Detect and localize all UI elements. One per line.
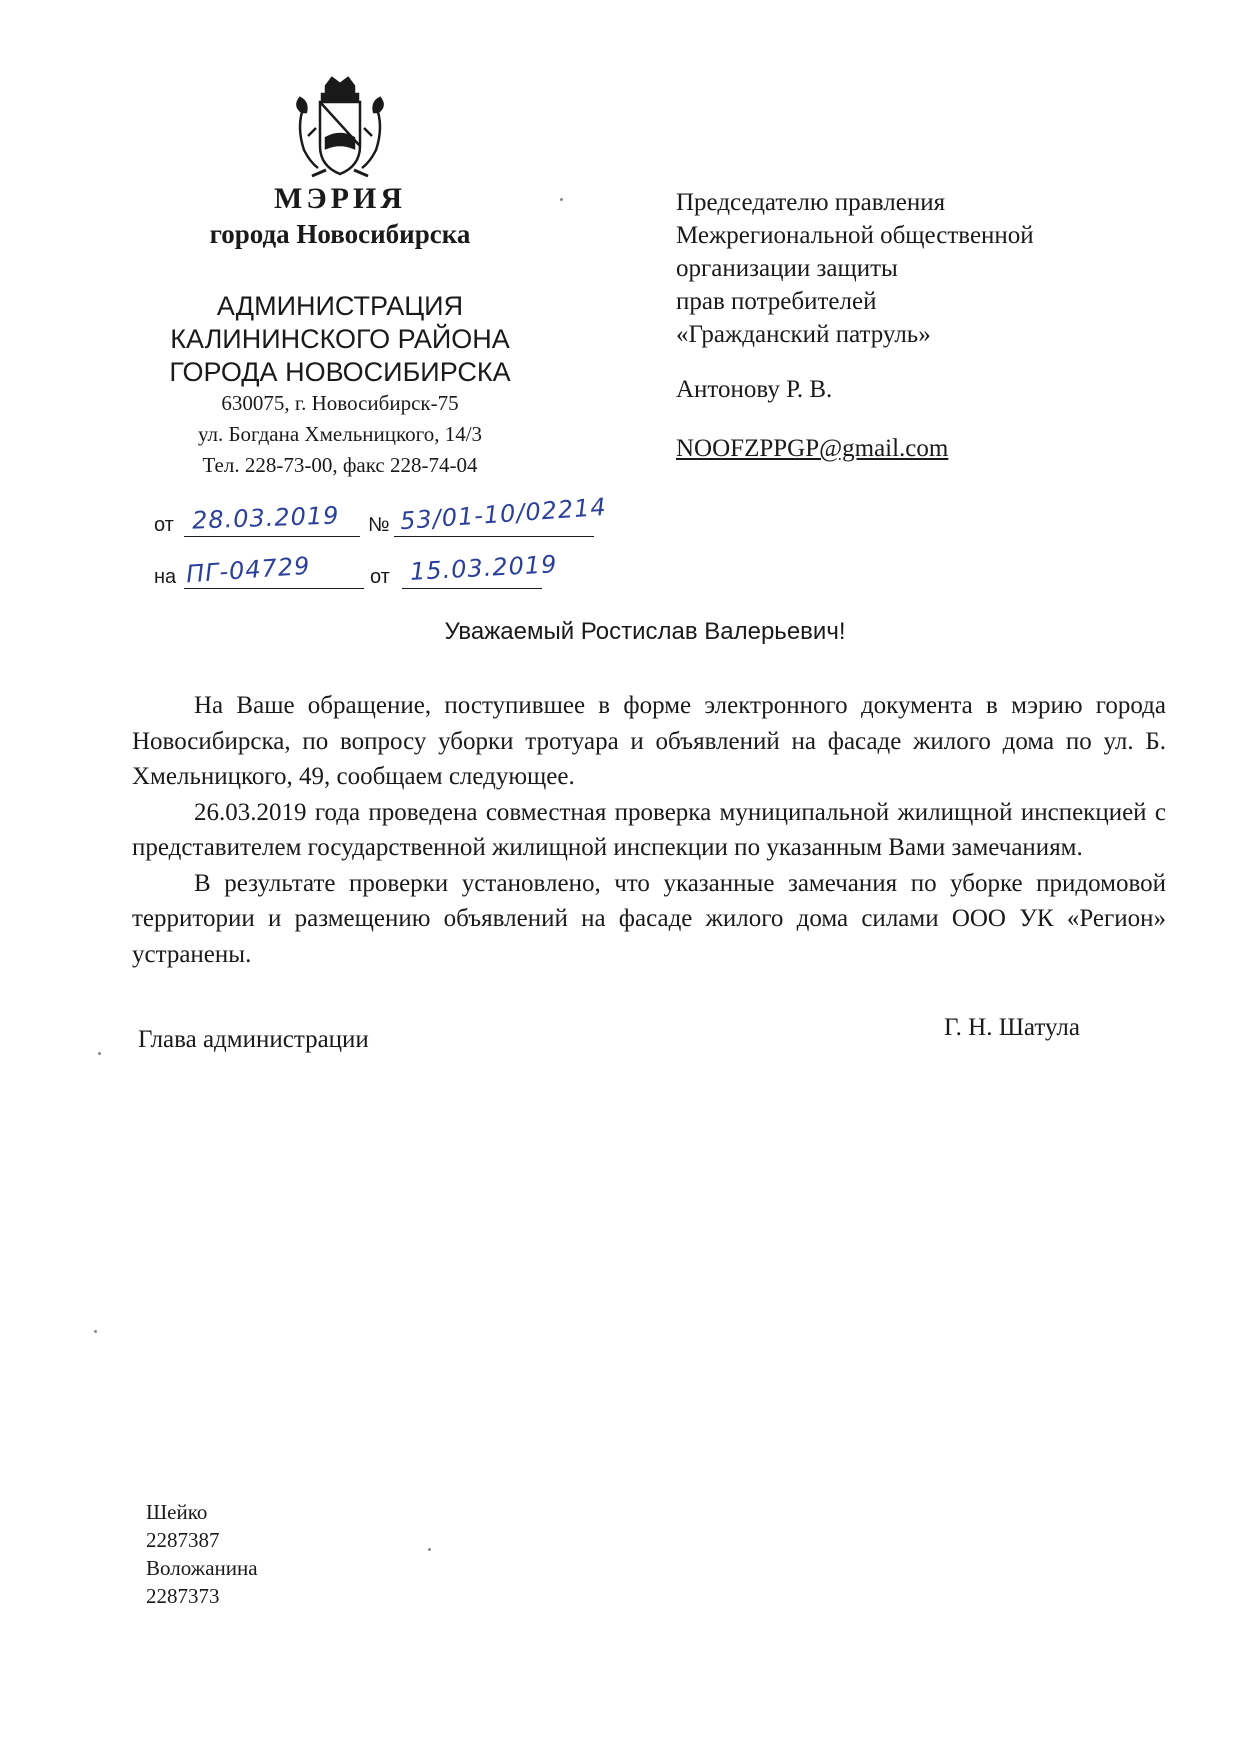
administration-line: ГОРОДА НОВОСИБИРСКА xyxy=(169,357,511,387)
executor-line: 2287387 xyxy=(146,1528,220,1552)
reference-underline xyxy=(184,588,364,589)
city-name: города Новосибирска xyxy=(209,219,471,249)
addressee-name: Антонову Р. В. xyxy=(676,376,833,403)
executors-block xyxy=(146,1498,258,1610)
incoming-date: 15.03.2019 xyxy=(409,550,559,586)
address-line: 630075, г. Новосибирск-75 xyxy=(221,391,459,415)
scan-speck xyxy=(560,198,563,201)
city-coat-of-arms-icon xyxy=(292,76,388,184)
administration-name xyxy=(150,290,530,389)
number-label: № xyxy=(368,514,390,536)
addressee-line: Председателю правления xyxy=(676,189,946,216)
administration-line: АДМИНИСТРАЦИЯ xyxy=(216,291,464,321)
signatory-name: Г. Н. Шатула xyxy=(944,1014,1080,1041)
from-label: от xyxy=(154,514,174,536)
incoming-reference: ПГ-04729 xyxy=(185,551,312,589)
from-label-2: от xyxy=(370,566,390,588)
scan-speck xyxy=(98,1052,101,1055)
body-paragraph: В результате проверки установлено, что указанные замечания по уборке придомовой территории и размещению объявлений на фасаде жилого дома силами ООО УК «Регион» устранены. xyxy=(132,869,1166,968)
mayoralty-title: МЭРИЯ xyxy=(274,182,406,215)
salutation: Уважаемый Ростислав Валерьевич! xyxy=(444,618,846,645)
incoming-date-underline xyxy=(402,588,542,589)
sender-address xyxy=(150,388,530,481)
addressee-line: организации защиты xyxy=(676,255,898,282)
incoming-registration xyxy=(154,552,614,588)
address-line: ул. Богдана Хмельницкого, 14/3 xyxy=(197,422,483,446)
outgoing-date: 28.03.2019 xyxy=(191,501,340,535)
addressee-block xyxy=(676,186,1156,465)
scan-speck xyxy=(94,1330,97,1333)
scan-speck xyxy=(428,1548,431,1551)
outgoing-number: 53/01-10/02214 xyxy=(399,492,608,536)
addressee-line: прав потребителей xyxy=(676,288,877,315)
administration-line: КАЛИНИНСКОГО РАЙОНА xyxy=(170,324,510,354)
executor-line: Воложанина xyxy=(146,1556,258,1580)
address-line: Тел. 228-73-00, факс 228-74-04 xyxy=(202,453,478,477)
to-label: на xyxy=(154,566,177,588)
body-paragraph: На Ваше обращение, поступившее в форме электронного документа в мэрию города Новосибирска, по вопросу уборки тротуара и объявлений на фасаде жилого дома по ул. Б. Хмельницкого, 49, сообщаем следующее. xyxy=(132,692,1166,790)
executor-line: Шейко xyxy=(146,1500,208,1524)
signatory-position: Глава администрации xyxy=(138,1026,369,1053)
executor-line: 2287373 xyxy=(146,1584,220,1608)
addressee-line: Межрегиональной общественной xyxy=(676,222,1034,249)
outgoing-registration xyxy=(154,492,614,536)
number-underline xyxy=(394,536,594,537)
addressee-email-link[interactable]: NOOFZPPGP@gmail.com xyxy=(676,435,949,462)
addressee-line: «Гражданский патруль» xyxy=(676,321,931,348)
body-paragraph: 26.03.2019 года проведена совместная проверка муниципальной жилищной инспекцией с представителем государственной жилищной инспекции по указанным Вами замечаниям. xyxy=(132,798,1166,861)
date-underline xyxy=(184,536,360,537)
letter-body xyxy=(132,688,1166,972)
